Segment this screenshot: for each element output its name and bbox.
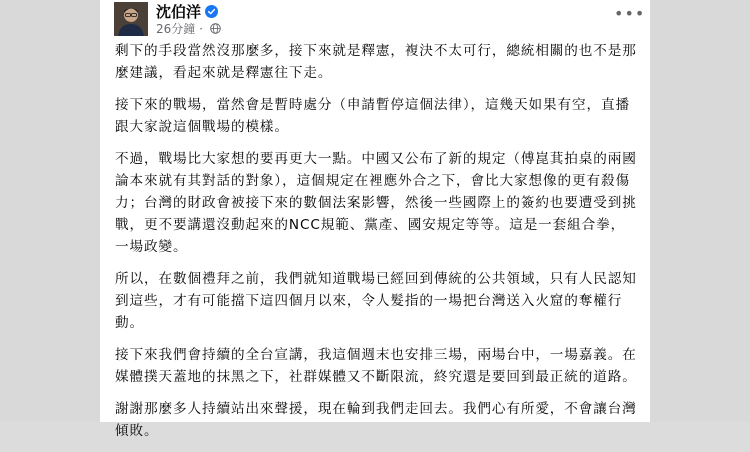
post-paragraph: 剩下的手段當然沒那麼多，接下來就是釋憲，複決不太可行，總統相關的也不是那麼建議，看起來就是釋憲往下走。 bbox=[115, 43, 637, 81]
more-options-button[interactable] bbox=[614, 4, 646, 26]
post-paragraph: 不過，戰場比大家想的要再更大一點。中國又公布了新的規定（傅崑萁拍桌的兩國論本來就有其對話的對象），這個規定在裡應外合之下，會比大家想像的更有殺傷力；台灣的財政會被接下來的數個法案影響，然後一些國際上的簽約也要遭受到挑戰，更不要講還沒動起來的NCC規範、黨產、國安規定等等。這是一套組合拳，一場政變。 bbox=[115, 151, 637, 255]
post-timestamp[interactable]: 26分鐘 bbox=[156, 22, 196, 36]
author-name-text[interactable]: 沈伯洋 bbox=[156, 3, 202, 21]
post-paragraph: 謝謝那麼多人持續站出來聲援，現在輪到我們走回去。我們心有所愛，不會讓台灣傾敗。 bbox=[115, 401, 637, 439]
meta-separator: · bbox=[195, 22, 207, 36]
avatar[interactable] bbox=[114, 2, 148, 36]
post-header bbox=[100, 0, 650, 40]
post-paragraph: 接下來的戰場，當然會是暫時處分（申請暫停這個法律），這幾天如果有空，直播跟大家說這個戰場的模樣。 bbox=[115, 97, 630, 135]
globe-icon bbox=[210, 23, 221, 34]
verified-badge-icon bbox=[205, 5, 218, 18]
post-card bbox=[100, 0, 650, 439]
post-paragraph: 所以，在數個禮拜之前，我們就知道戰場已經回到傳統的公共領域，只有人民認知到這些，才有可能擋下這四個月以來，令人髮指的一場把台灣送入火窟的奪權行動。 bbox=[115, 271, 637, 331]
more-options-icon: ••• bbox=[614, 4, 646, 23]
left-side-panel bbox=[0, 0, 100, 422]
right-side-panel bbox=[650, 0, 750, 422]
post-meta bbox=[156, 22, 221, 37]
post-paragraph: 接下來我們會持續的全台宣講，我這個週末也安排三場，兩場台中，一場嘉義。在媒體撲天蓋地的抹黑之下，社群媒體又不斷限流，終究還是要回到最正統的道路。 bbox=[115, 347, 637, 385]
author-name[interactable] bbox=[156, 3, 218, 21]
post-body bbox=[115, 40, 637, 452]
